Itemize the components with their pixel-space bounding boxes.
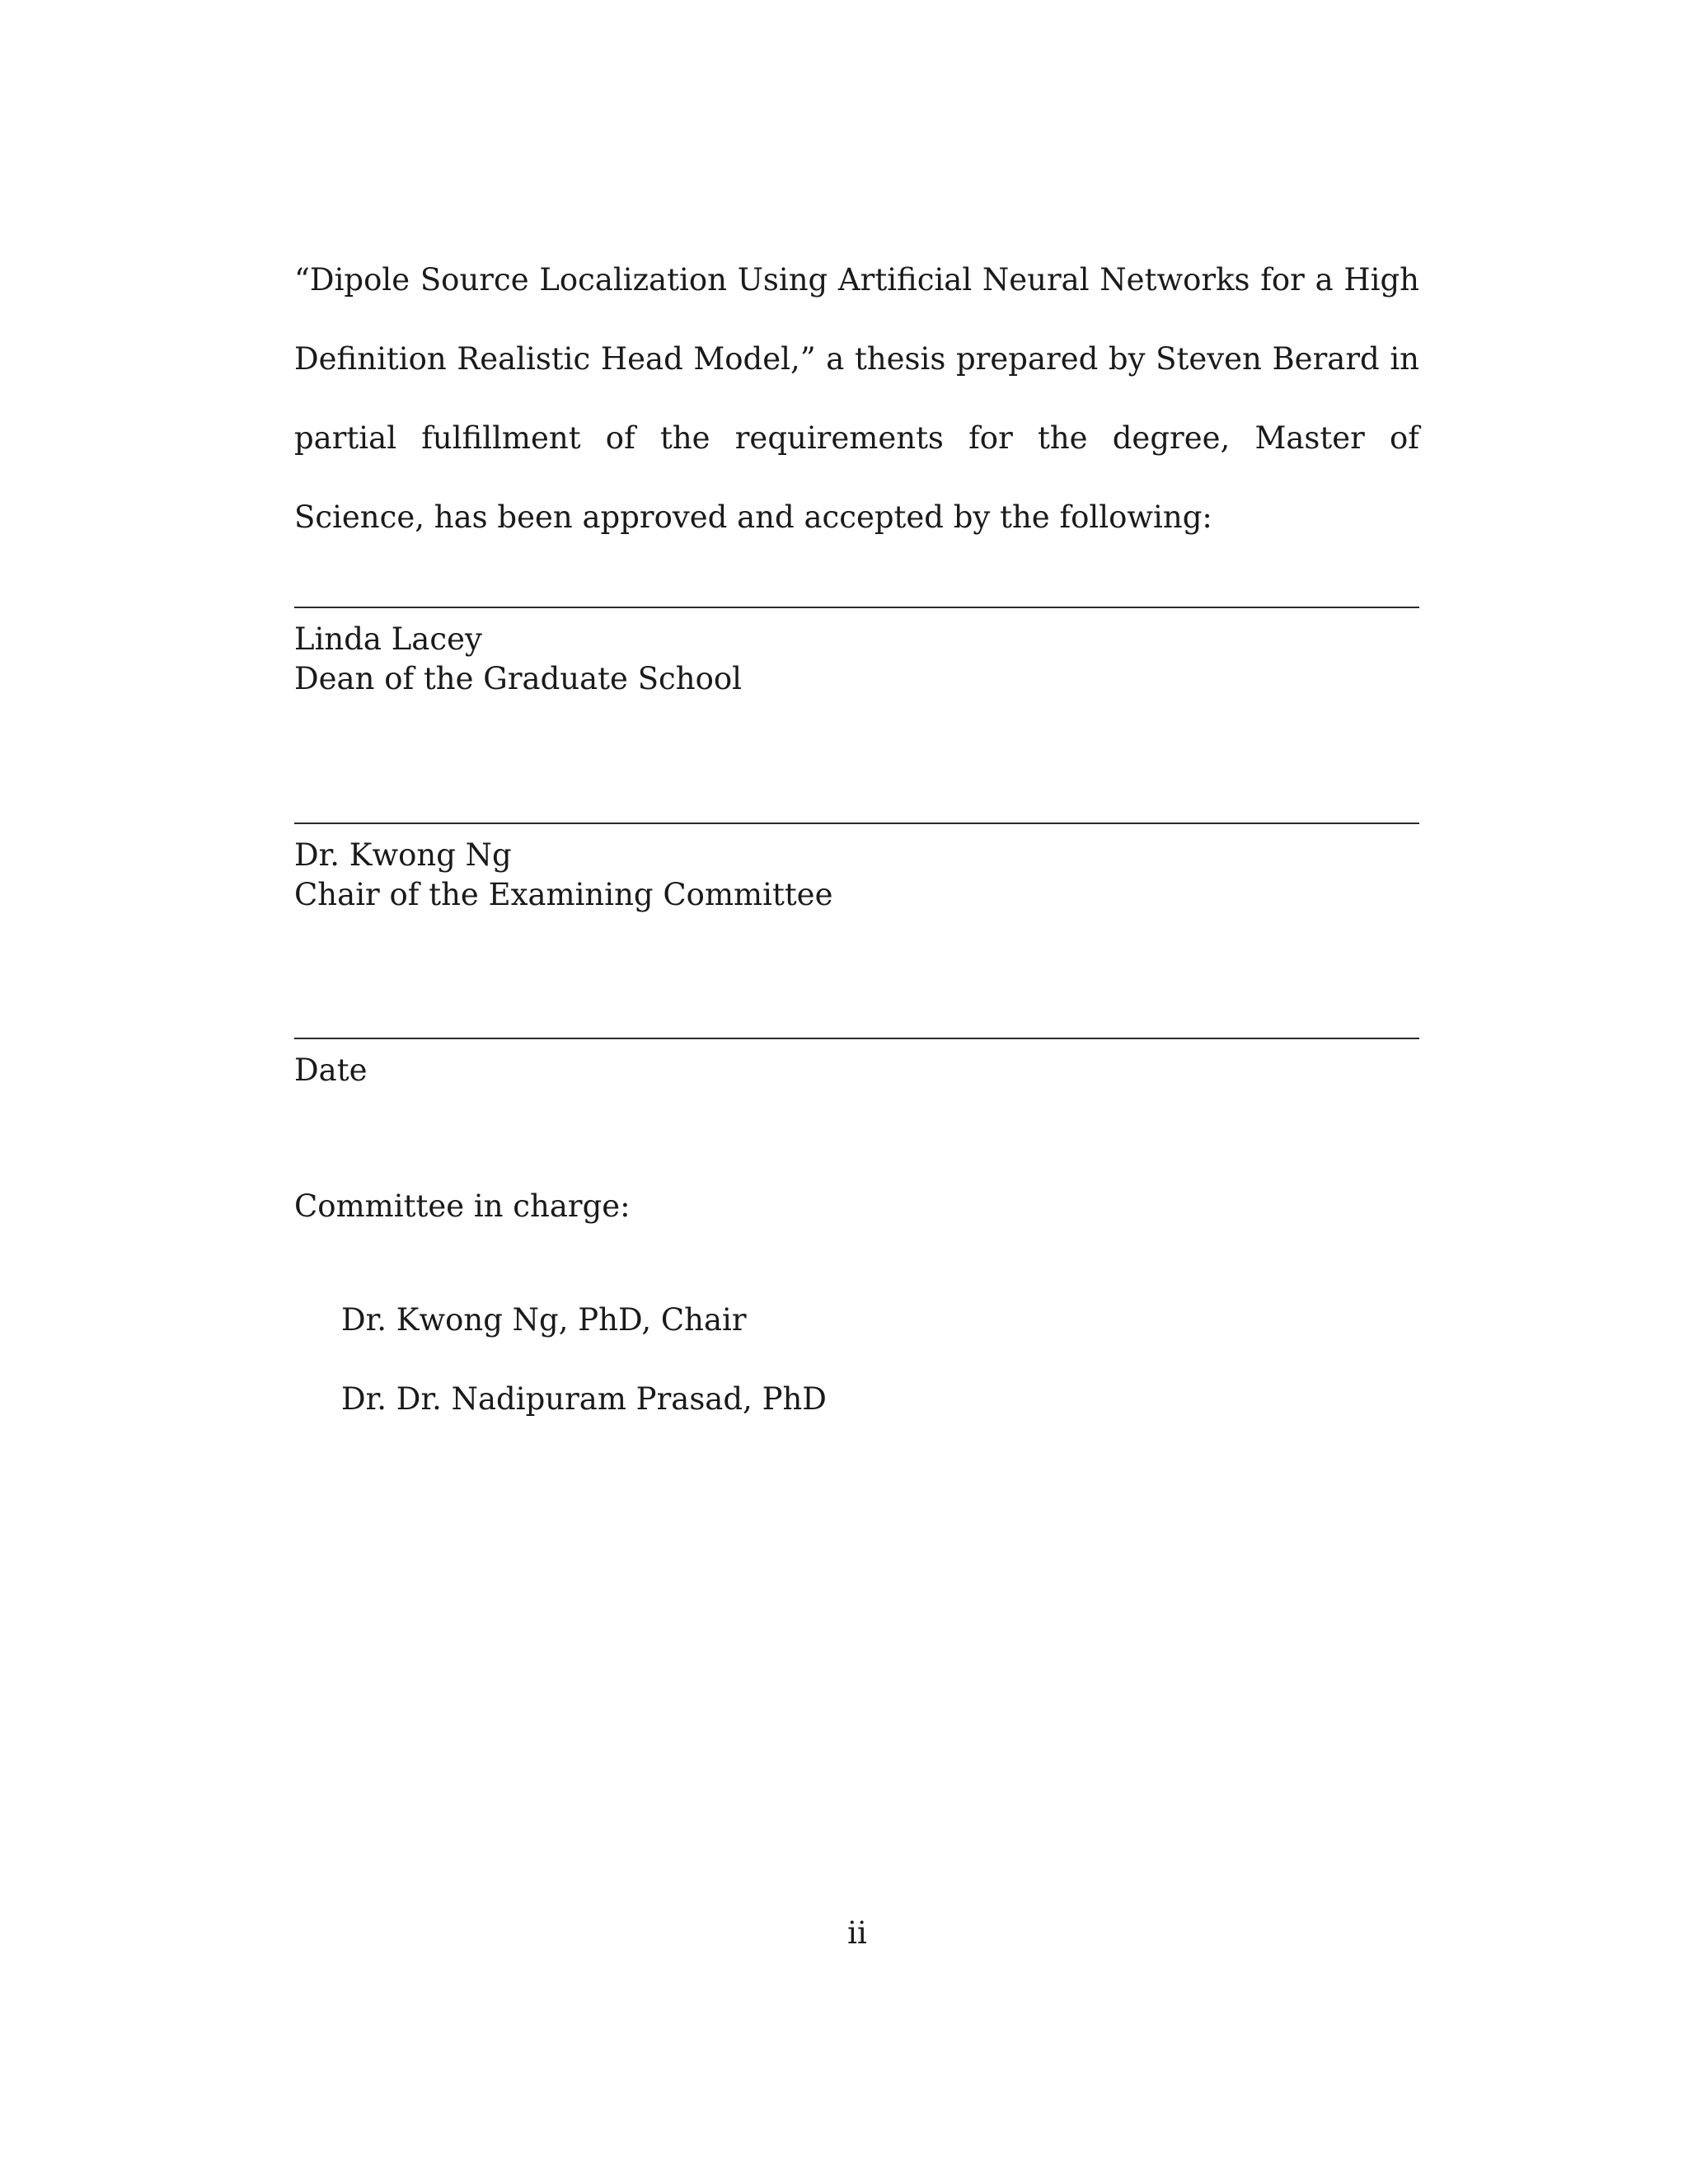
signature-block-dean — [294, 607, 1419, 699]
signature-block-date — [294, 1038, 1419, 1090]
signature-line — [294, 607, 1419, 608]
signatory-title: Chair of the Examining Committee — [294, 877, 833, 912]
signatory-name: Dr. Kwong Ng — [294, 837, 512, 873]
committee-member: Dr. Kwong Ng, PhD, Chair — [341, 1302, 747, 1338]
committee-member-list — [341, 1301, 827, 1459]
signature-line — [294, 823, 1419, 824]
signature-block-chair — [294, 823, 1419, 915]
signatory-name: Linda Lacey — [294, 621, 482, 657]
page-number: ii — [847, 1915, 867, 1951]
approval-paragraph: “Dipole Source Localization Using Artificial Neural Networks for a High Definition Realistic Head Model,” a thesis prepared by Steven Berard in partial fulfillment of the requirements for the degree, Master of Science, has been approved and accepted by the following: — [294, 262, 1419, 535]
signature-line — [294, 1038, 1419, 1039]
committee-member: Dr. Dr. Nadipuram Prasad, PhD — [341, 1381, 827, 1417]
signatory-title: Dean of the Graduate School — [294, 661, 742, 696]
committee-heading: Committee in charge: — [294, 1188, 631, 1224]
date-label: Date — [294, 1052, 368, 1088]
